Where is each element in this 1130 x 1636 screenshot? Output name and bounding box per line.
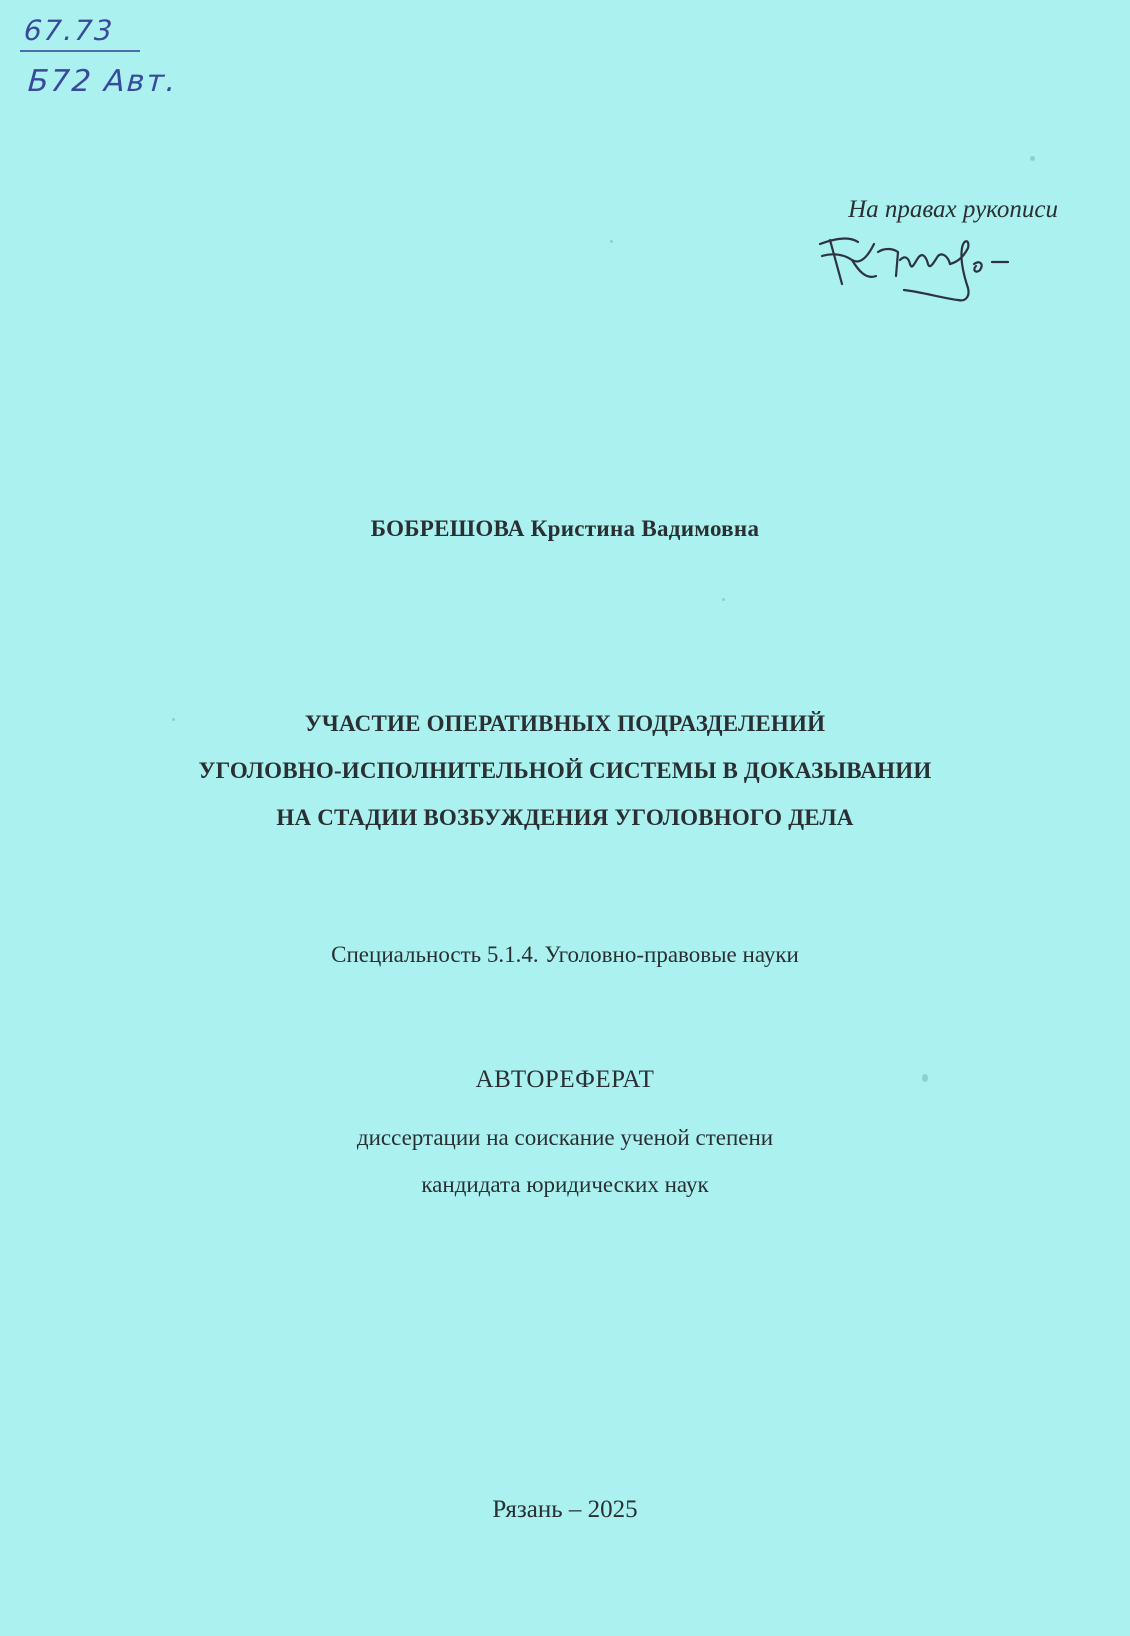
thesis-title-line: УГОЛОВНО-ИСПОЛНИТЕЛЬНОЙ СИСТЕМЫ В ДОКАЗЫВАНИИ <box>198 758 932 783</box>
abstract-description-line: диссертации на соискание ученой степени <box>356 1125 774 1150</box>
handwritten-author-mark: Б72 Авт. <box>26 64 179 99</box>
specialty-line: Специальность 5.1.4. Уголовно-правовые науки <box>331 942 799 967</box>
thesis-title-line: НА СТАДИИ ВОЗБУЖДЕНИЯ УГОЛОВНОГО ДЕЛА <box>276 805 854 830</box>
thesis-title <box>0 700 1130 841</box>
author-signature <box>812 226 1042 316</box>
abstract-label: АВТОРЕФЕРАТ <box>475 1066 655 1093</box>
city-year: Рязань – 2025 <box>492 1496 638 1523</box>
abstract-description <box>0 1114 1130 1208</box>
thesis-title-line: УЧАСТИЕ ОПЕРАТИВНЫХ ПОДРАЗДЕЛЕНИЙ <box>304 711 826 736</box>
manuscript-rights-note: На правах рукописи <box>848 196 1058 223</box>
handwritten-underline <box>20 50 140 52</box>
paper-speck <box>722 598 725 601</box>
paper-speck <box>1030 156 1035 161</box>
author-name: БОБРЕШОВА Кристина Вадимовна <box>370 516 760 541</box>
abstract-description-line: кандидата юридических наук <box>421 1172 709 1197</box>
paper-speck <box>610 240 613 243</box>
handwritten-shelf-code: 67.73 <box>22 14 116 47</box>
